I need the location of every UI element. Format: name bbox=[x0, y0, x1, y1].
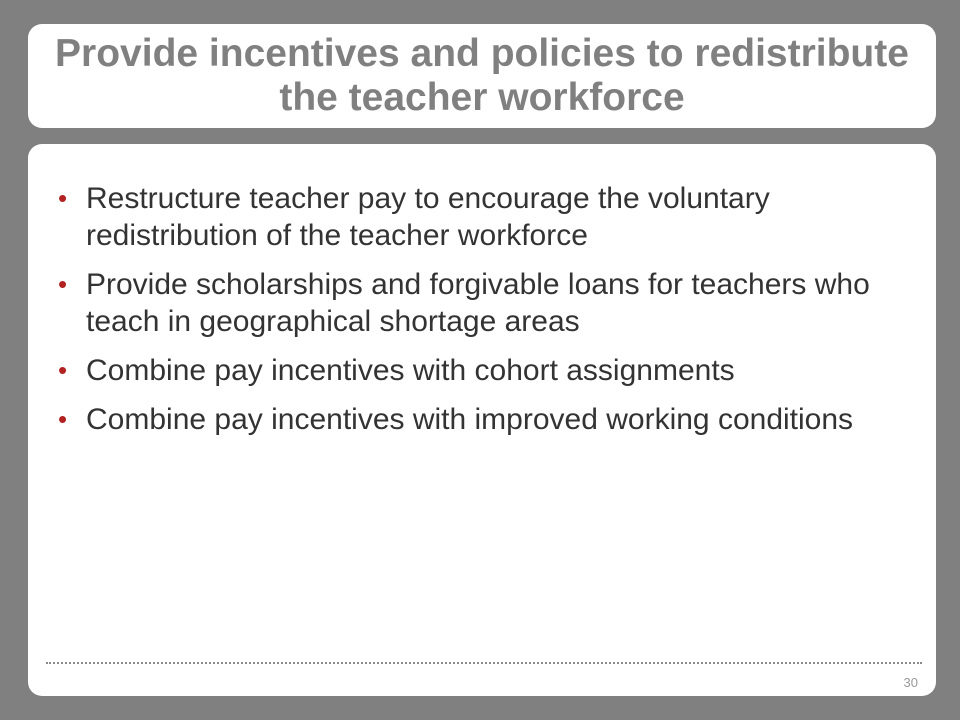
bullet-icon: • bbox=[58, 269, 68, 299]
bullet-item bbox=[58, 180, 906, 254]
bullet-list bbox=[58, 180, 906, 450]
bullet-text: Combine pay incentives with improved working conditions bbox=[86, 403, 854, 436]
bullet-icon: • bbox=[58, 355, 68, 385]
bullet-item bbox=[58, 352, 906, 389]
bullet-text: Provide scholarships and forgivable loans for teachers who teach in geographical shortage areas bbox=[86, 268, 870, 338]
bullet-icon: • bbox=[58, 183, 68, 213]
bullet-text: Combine pay incentives with cohort assignments bbox=[86, 354, 735, 387]
footer-divider bbox=[46, 662, 922, 664]
title-panel bbox=[28, 24, 936, 128]
slide-title: Provide incentives and policies to redistribute the teacher workforce bbox=[55, 32, 909, 119]
bullet-item bbox=[58, 401, 906, 438]
bullet-text: Restructure teacher pay to encourage the voluntary redistribution of the teacher workforce bbox=[86, 182, 770, 252]
page-number: 30 bbox=[903, 675, 918, 690]
bullet-item bbox=[58, 266, 906, 340]
content-panel bbox=[28, 144, 936, 696]
bullet-icon: • bbox=[58, 404, 68, 434]
